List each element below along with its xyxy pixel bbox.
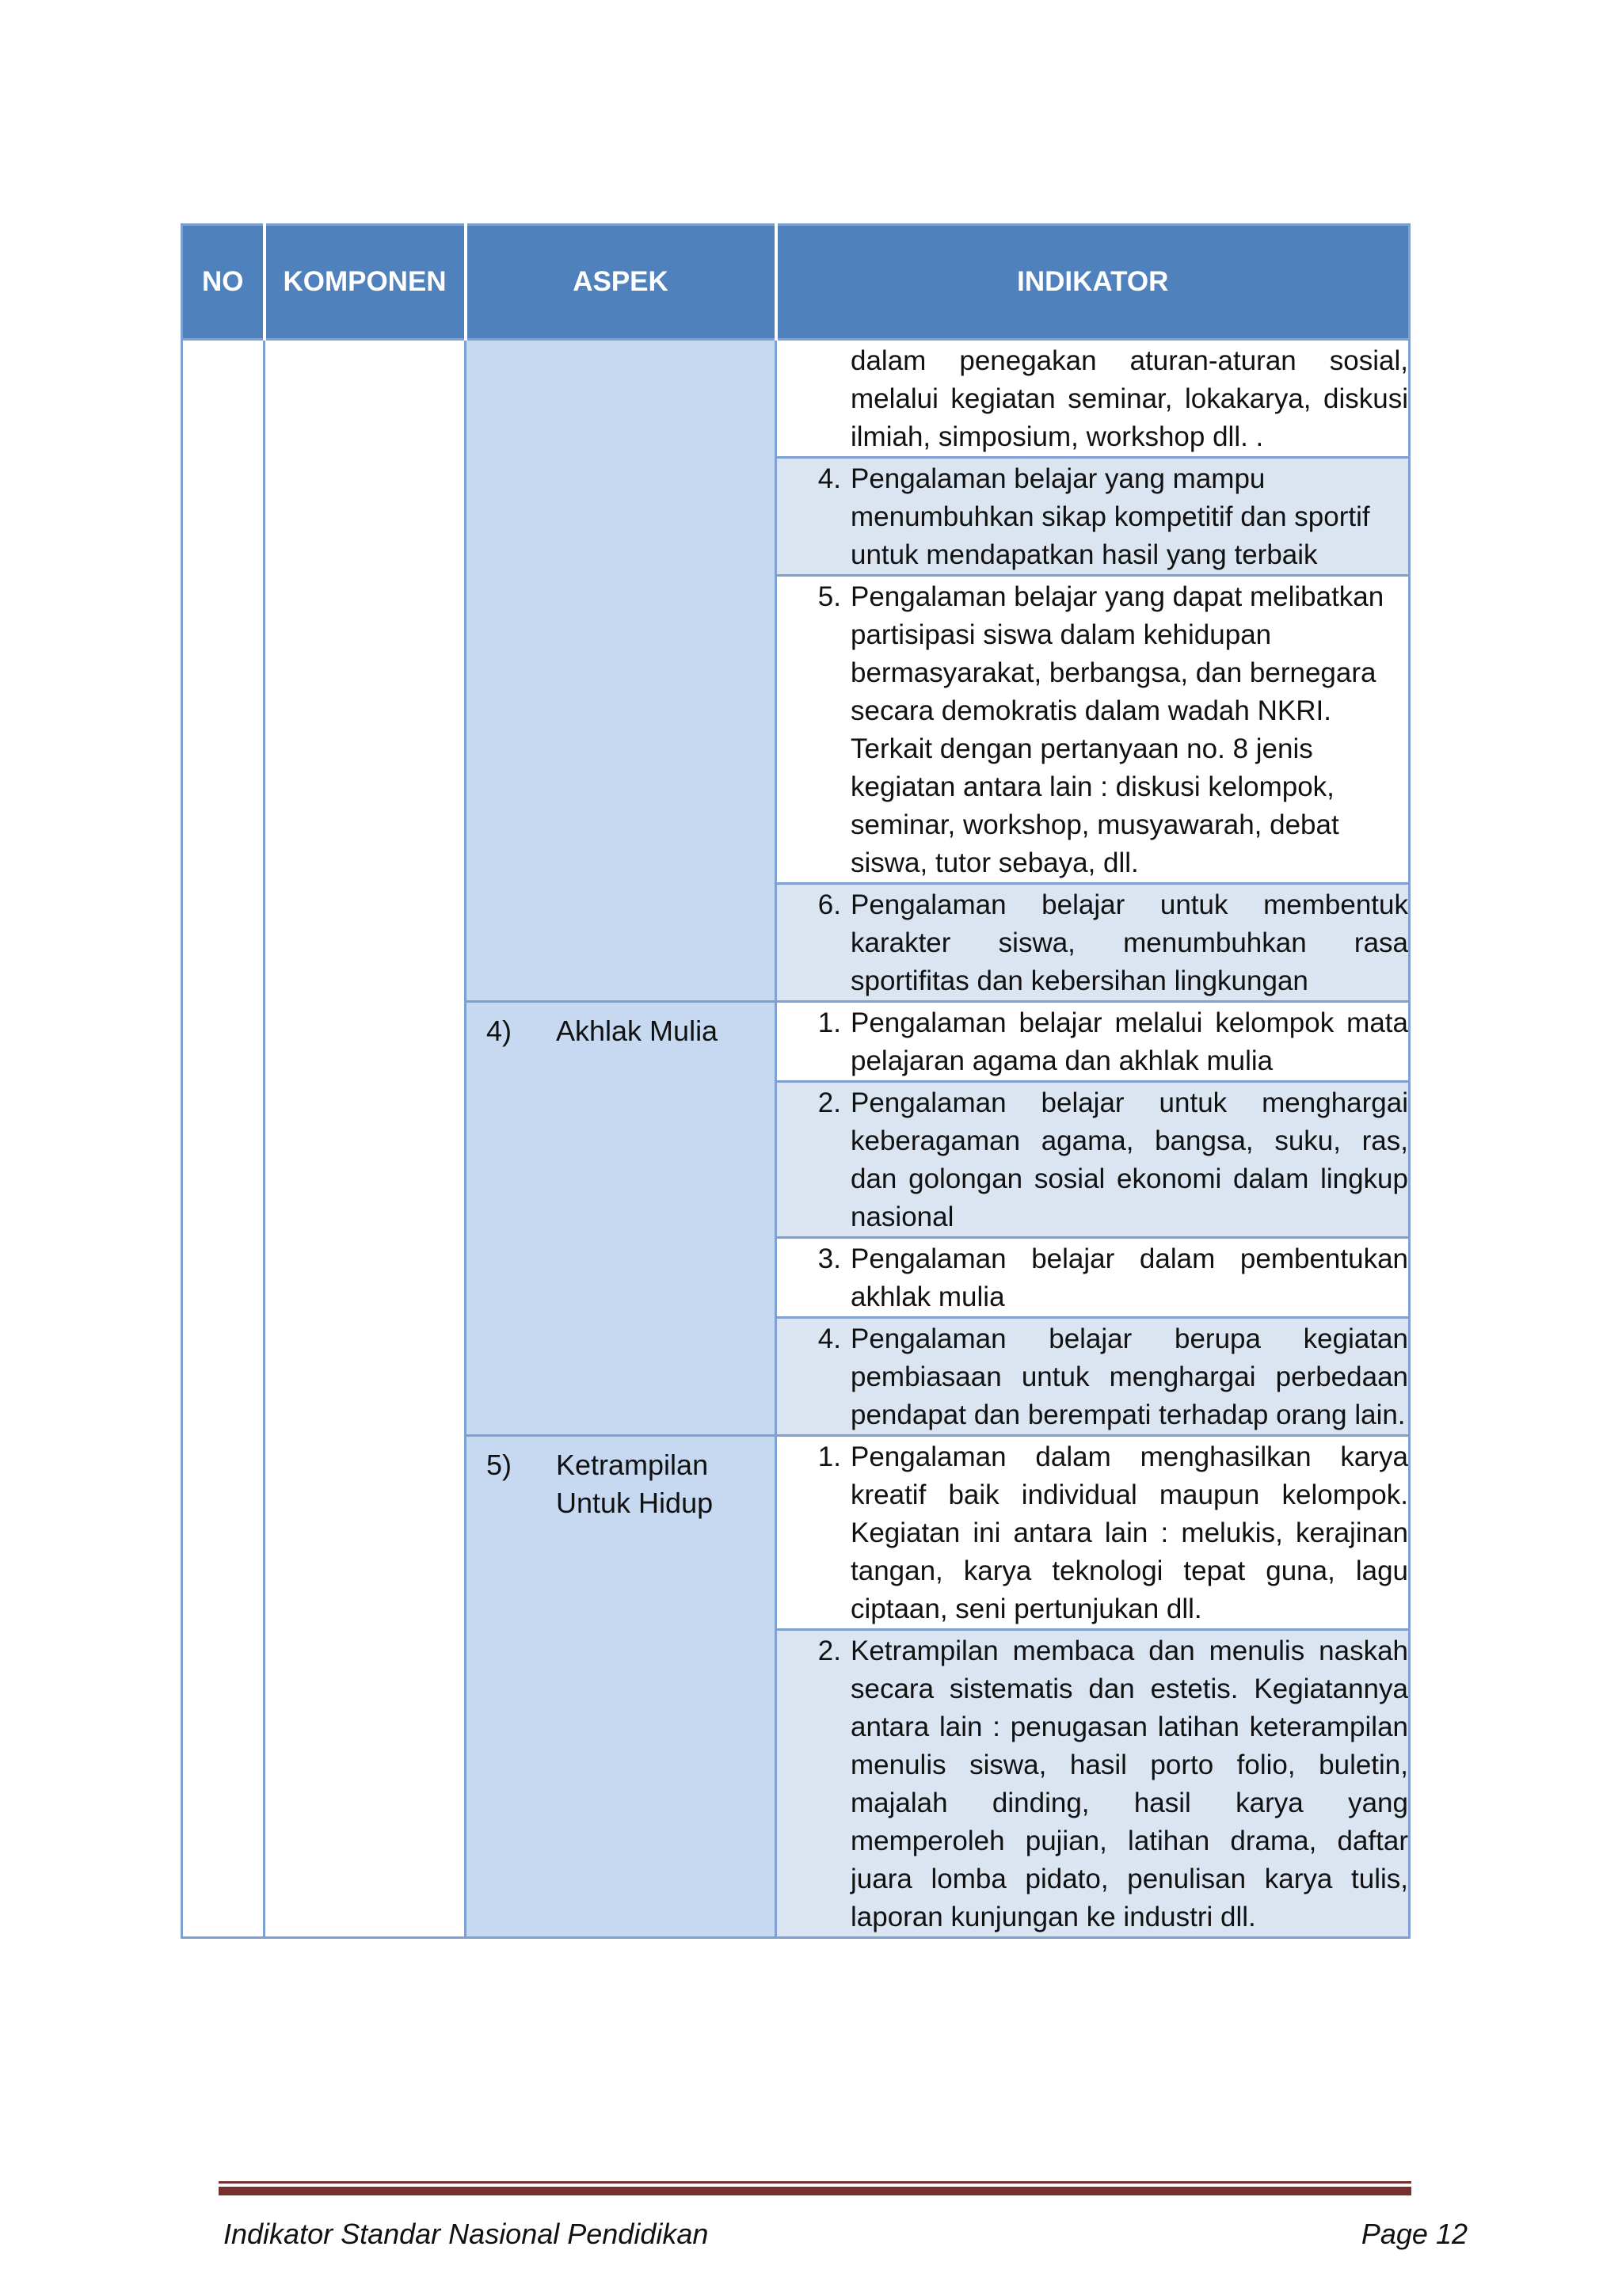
- indicator-number: 4.: [817, 1323, 841, 1354]
- indicator-number: 1.: [817, 1007, 841, 1038]
- indicator-number: 3.: [817, 1243, 841, 1274]
- indicator-cell: [776, 1082, 1410, 1238]
- indicator-cell: [776, 458, 1410, 576]
- aspek-cell: [466, 1002, 776, 1436]
- header-indikator: INDIKATOR: [776, 225, 1410, 340]
- indicator-text: Pengalaman belajar untuk menghargai keberagaman agama, bangsa, suku, ras, dan golongan sosial ekonomi dalam lingkup nasional: [851, 1087, 1408, 1232]
- aspek-number: 4): [486, 1015, 512, 1047]
- footer-rule-thick: [219, 2187, 1411, 2195]
- indicator-number: 6.: [817, 889, 841, 920]
- footer-rule-thin: [219, 2181, 1411, 2184]
- indicator-number: 2.: [817, 1087, 841, 1118]
- indicator-cell: [776, 884, 1410, 1002]
- indicator-cell: [776, 576, 1410, 884]
- indicator-text: Pengalaman belajar dalam pembentukan akhlak mulia: [851, 1243, 1408, 1312]
- page-number: Page 12: [1361, 2218, 1468, 2250]
- table-header-row: [182, 225, 1410, 340]
- no-cell: [182, 340, 265, 1938]
- header-no: NO: [182, 225, 265, 340]
- indicator-text: dalam penegakan aturan-aturan sosial, melalui kegiatan seminar, lokakarya, diskusi ilmiah, simposium, workshop dll. .: [851, 345, 1408, 452]
- indicator-text: Pengalaman belajar untuk membentuk karakter siswa, menumbuhkan rasa sportifitas dan kebersihan lingkungan: [851, 889, 1408, 996]
- indicator-text: Pengalaman belajar melalui kelompok mata pelajaran agama dan akhlak mulia: [851, 1007, 1408, 1076]
- indicator-number: 5.: [817, 581, 841, 612]
- indicator-text: Pengalaman belajar yang mampu menumbuhkan sikap kompetitif dan sportif untuk mendapatkan hasil yang terbaik: [851, 463, 1370, 570]
- header-aspek: ASPEK: [466, 225, 776, 340]
- aspek-label: Akhlak Mulia: [556, 1015, 718, 1047]
- aspek-cell: [466, 340, 776, 1002]
- indicator-text: Ketrampilan membaca dan menulis naskah secara sistematis dan estetis. Kegiatannya antara lain : penugasan latihan keterampilan menulis siswa, hasil porto folio, buletin, majalah dinding, hasil karya yang memperoleh pujian, latihan drama, daftar juara lomba pidato, penulisan karya tulis, laporan kunjungan ke industri dll.: [851, 1635, 1408, 1932]
- indicator-number: 4.: [817, 463, 841, 494]
- indicator-table: [181, 223, 1411, 1939]
- aspek-cell: [466, 1436, 776, 1938]
- indicator-cell: [776, 1002, 1410, 1082]
- indicator-cell: [776, 1436, 1410, 1630]
- table-row: [182, 340, 1410, 458]
- indicator-cell: [776, 340, 1410, 458]
- aspek-label: Ketrampilan Untuk Hidup: [556, 1449, 714, 1519]
- header-komponen: KOMPONEN: [265, 225, 466, 340]
- indicator-cell: [776, 1630, 1410, 1938]
- komponen-cell: [265, 340, 466, 1938]
- indicator-text: Pengalaman belajar berupa kegiatan pembiasaan untuk menghargai perbedaan pendapat dan berempati terhadap orang lain.: [851, 1323, 1408, 1430]
- indicator-cell: [776, 1318, 1410, 1436]
- aspek-number: 5): [486, 1449, 512, 1481]
- indicator-cell: [776, 1238, 1410, 1318]
- indicator-number: 2.: [817, 1635, 841, 1666]
- indicator-text: Pengalaman belajar yang dapat melibatkan partisipasi siswa dalam kehidupan bermasyarakat, berbangsa, dan bernegara secara demokratis dalam wadah NKRI. Terkait dengan pertanyaan no. 8 jenis kegiatan antara lain : diskusi kelompok, seminar, workshop, musyawarah, debat siswa, tutor sebaya, dll.: [851, 581, 1384, 878]
- footer-title: Indikator Standar Nasional Pendidikan: [223, 2218, 709, 2250]
- indicator-text: Pengalaman dalam menghasilkan karya kreatif baik individual maupun kelompok. Kegiatan ini antara lain : melukis, kerajinan tangan, karya teknologi tepat guna, lagu ciptaan, seni pertunjukan dll.: [851, 1441, 1408, 1624]
- indicator-number: 1.: [817, 1441, 841, 1472]
